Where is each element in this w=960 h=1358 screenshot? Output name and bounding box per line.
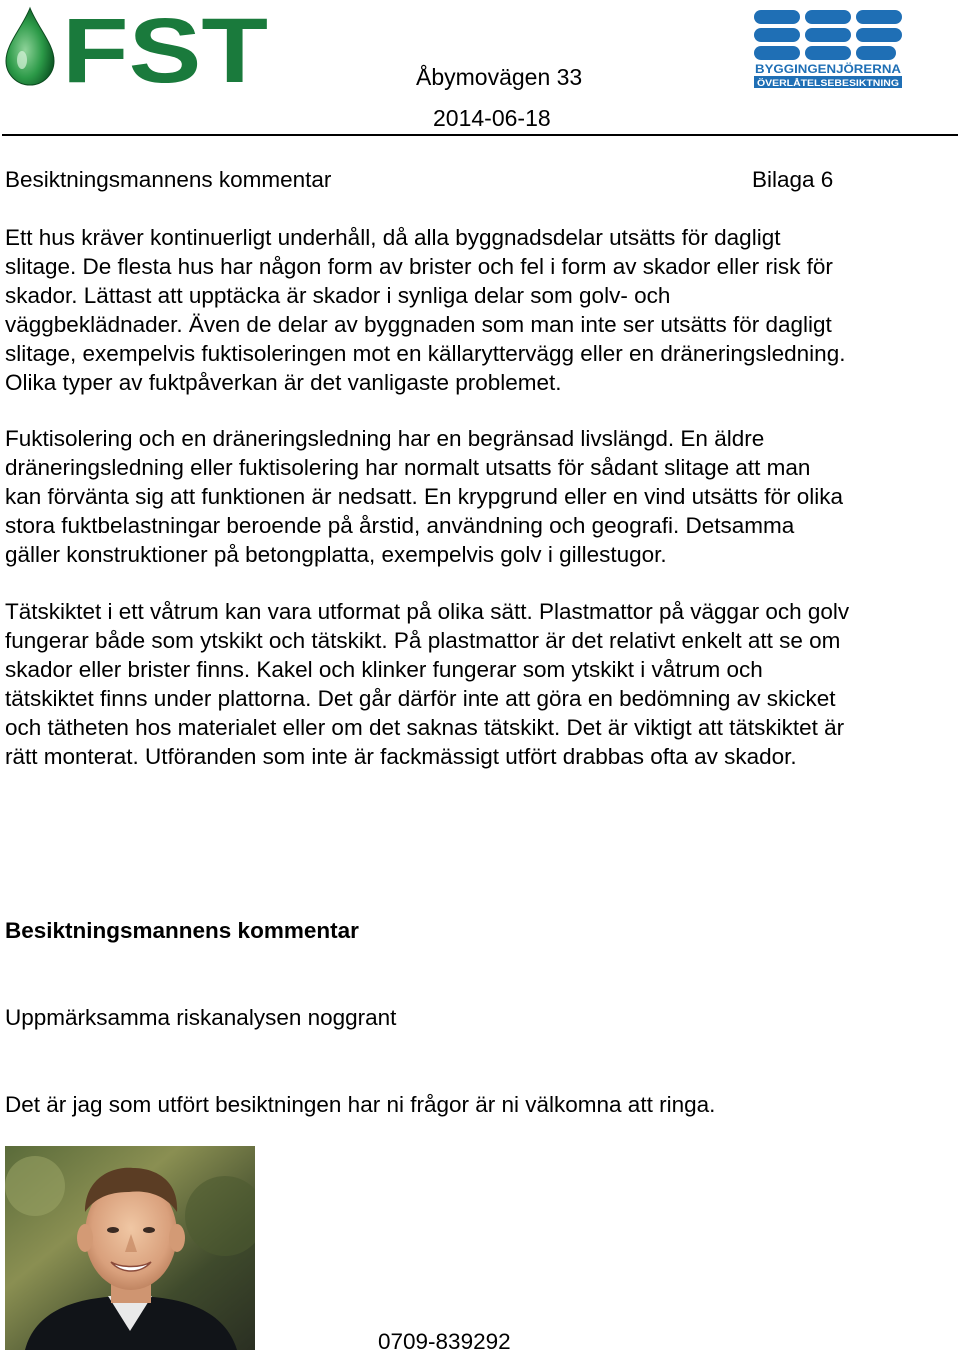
drop-icon — [6, 8, 54, 85]
text-line: Olika typer av fuktpåverkan är det vanligaste problemet. — [5, 370, 562, 395]
comment-text: Uppmärksamma riskanalysen noggrant — [5, 1005, 397, 1030]
phone-number: 0709-839292 — [378, 1329, 511, 1354]
section-title: Besiktningsmannens kommentar — [5, 167, 332, 192]
sbr-logo — [752, 8, 904, 88]
text-line: gäller konstruktioner på betongplatta, exempelvis golv i gillestugor. — [5, 542, 667, 567]
text-line: och tätheten hos materialet eller om det saknas tätskikt. Det är viktigt att tätskiktet är — [5, 715, 845, 740]
closing-text: Det är jag som utfört besiktningen har ni frågor är ni välkomna att ringa. — [5, 1092, 716, 1117]
header-address: Åbymovägen 33 — [416, 64, 583, 90]
header-divider — [2, 134, 958, 136]
text-line: Fuktisolering och en dräneringsledning har en begränsad livslängd. En äldre — [5, 426, 765, 451]
text-line: skador. Lättast att upptäcka är skador i synliga delar som golv- och — [5, 283, 671, 308]
text-line: fungerar både som ytskikt och tätskikt. På plastmattor är det relativt enkelt att se om — [5, 628, 841, 653]
text-line: väggbeklädnader. Även de delar av byggnaden som man inte ser utsätts för dagligt — [5, 312, 832, 337]
text-line: Tätskiktet i ett våtrum kan vara utformat på olika sätt. Plastmattor på väggar och golv — [5, 599, 850, 624]
comment-heading: Besiktningsmannens kommentar — [5, 918, 359, 943]
text-line: stora fuktbelastningar beroende på årstid, användning och geografi. Detsamma — [5, 513, 795, 538]
text-line: Ett hus kräver kontinuerligt underhåll, då alla byggnadsdelar utsätts för dagligt — [5, 225, 781, 250]
sbr-logo-name: BYGGINGENJÖRERNA — [755, 64, 882, 76]
paragraph-maintenance — [5, 223, 845, 397]
paragraph-wetroom — [5, 597, 849, 771]
text-line: tätskiktet finns under plattorna. Det går därför inte att göra en bedömning av skicket — [5, 686, 836, 711]
text-line: dräneringsledning eller fuktisolering har normalt utsatts för sådant slitage att man — [5, 455, 811, 480]
text-line: slitage. De flesta hus har någon form av brister och fel i form av skador eller risk för — [5, 254, 833, 279]
sbr-logo-subtitle: ÖVERLÅTELSEBESIKTNING — [757, 78, 899, 88]
inspector-photo — [5, 1146, 255, 1350]
fst-logo-text: FST — [62, 6, 268, 86]
fst-logo — [2, 6, 270, 86]
text-line: rätt monterat. Utföranden som inte är fackmässigt utfört drabbas ofta av skador. — [5, 744, 797, 769]
header-date: 2014-06-18 — [433, 105, 551, 131]
paragraph-moisture — [5, 424, 843, 569]
text-line: skador eller brister finns. Kakel och klinker fungerar som ytskikt i våtrum och — [5, 657, 763, 682]
text-line: kan förvänta sig att funktionen är nedsatt. En krypgrund eller en vind utsätts för olika — [5, 484, 843, 509]
text-line: slitage, exempelvis fuktisoleringen mot en källaryttervägg eller en dräneringsledning. — [5, 341, 846, 366]
attachment-label: Bilaga 6 — [752, 167, 834, 192]
